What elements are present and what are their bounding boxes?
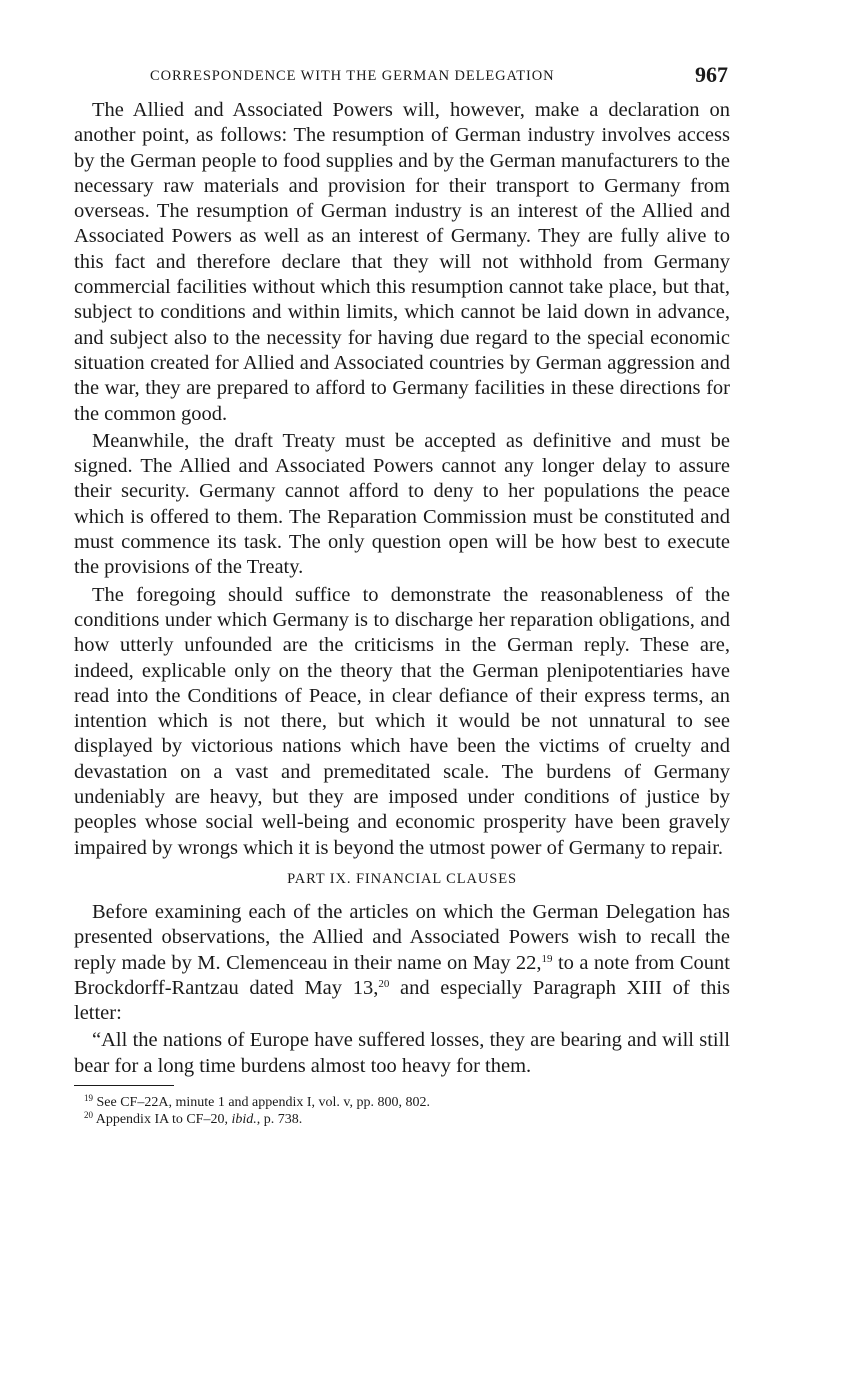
footnote-italic-ibid: ibid.: [231, 1111, 257, 1127]
footnote-ref-20: 20: [378, 977, 390, 990]
section-heading: PART IX. FINANCIAL CLAUSES: [287, 870, 517, 887]
footnote-text: Appendix IA to CF–20,: [95, 1111, 232, 1127]
footnote-divider: [74, 1085, 174, 1086]
footnote-marker: 19: [84, 1092, 93, 1103]
paragraph-financial-intro: [74, 900, 730, 1026]
paragraph-commercial-facilities: The Allied and Associated Powers will, however, make a declaration on another point, as follows: The resumption of German industry involves access by the German people to food supplies and by the German manufacturers to the necessary raw materials and provision for their transport to Germany from overseas. The resumption of German industry is an interest of the Allied and Associated Powers as well as an interest of Germany. They are fully alive to this fact and therefore declare that they will not withhold from Germany commercial facilities without which this resumption cannot take place, but that, subject to conditions and within limits, which cannot be laid down in advance, and subject also to the necessity for having due regard to the special economic situation created for Allied and Associated countries by German aggression and the war, they are prepared to afford to Germany facilities in these directions for the common good.: [74, 99, 730, 425]
page-number: 967: [695, 62, 728, 87]
intro-text-start: Before examining each of the articles on which the German Delegation has presented observations, the Allied and Associated Powers wish to recall the reply made by M. Clemenceau in their name on May 22,: [74, 900, 730, 974]
intro-text-middle: to a note from Count Brockdorff-Rantzau dated May 13,: [74, 951, 730, 999]
footnote-text-end: , p. 738.: [256, 1111, 303, 1127]
paragraph-reasonableness: The foregoing should suffice to demonstrate the reasonableness of the conditions under which Germany is to discharge her reparation obligations, and how utterly unfounded are the criticisms in the German reply. These are, indeed, explicable only on the theory that the German plenipotentiaries have read into the Conditions of Peace, in clear defiance of their express terms, an intention which is not there, but which it would be not unnatural to see displayed by victorious nations which have been the victims of cruelty and devastation on a vast and premeditated scale. The burdens of Germany undeniably are heavy, but they are imposed under conditions of justice by peoples whose social well-being and economic prosperity have been gravely impaired by wrongs which it is beyond the utmost power of Germany to repair.: [74, 583, 730, 859]
footnote-text: See CF–22A, minute 1 and appendix I, vol. v, pp. 800, 802.: [96, 1094, 431, 1110]
paragraph-treaty-signed: Meanwhile, the draft Treaty must be accepted as definitive and must be signed. The Allied and Associated Powers cannot any longer delay to assure their security. Germany cannot afford to deny to her populations the peace which is offered to them. The Reparation Commission must be constituted and must commence its task. The only question open will be how best to execute the provisions of the Treaty.: [74, 429, 730, 579]
footnote-ref-19: 19: [541, 952, 553, 965]
page-header: [74, 58, 730, 98]
document-page: [74, 58, 730, 1128]
footnote-19: [74, 1094, 730, 1111]
footnote-marker: 20: [84, 1109, 93, 1120]
running-title: CORRESPONDENCE WITH THE GERMAN DELEGATION: [150, 68, 555, 84]
intro-text-end: and especially Paragraph XIII of this letter:: [74, 976, 731, 1025]
footnote-20: [74, 1111, 730, 1128]
quoted-paragraph: “All the nations of Europe have suffered losses, they are bearing and will still bear for a long time burdens almost too heavy for them.: [74, 1029, 730, 1077]
